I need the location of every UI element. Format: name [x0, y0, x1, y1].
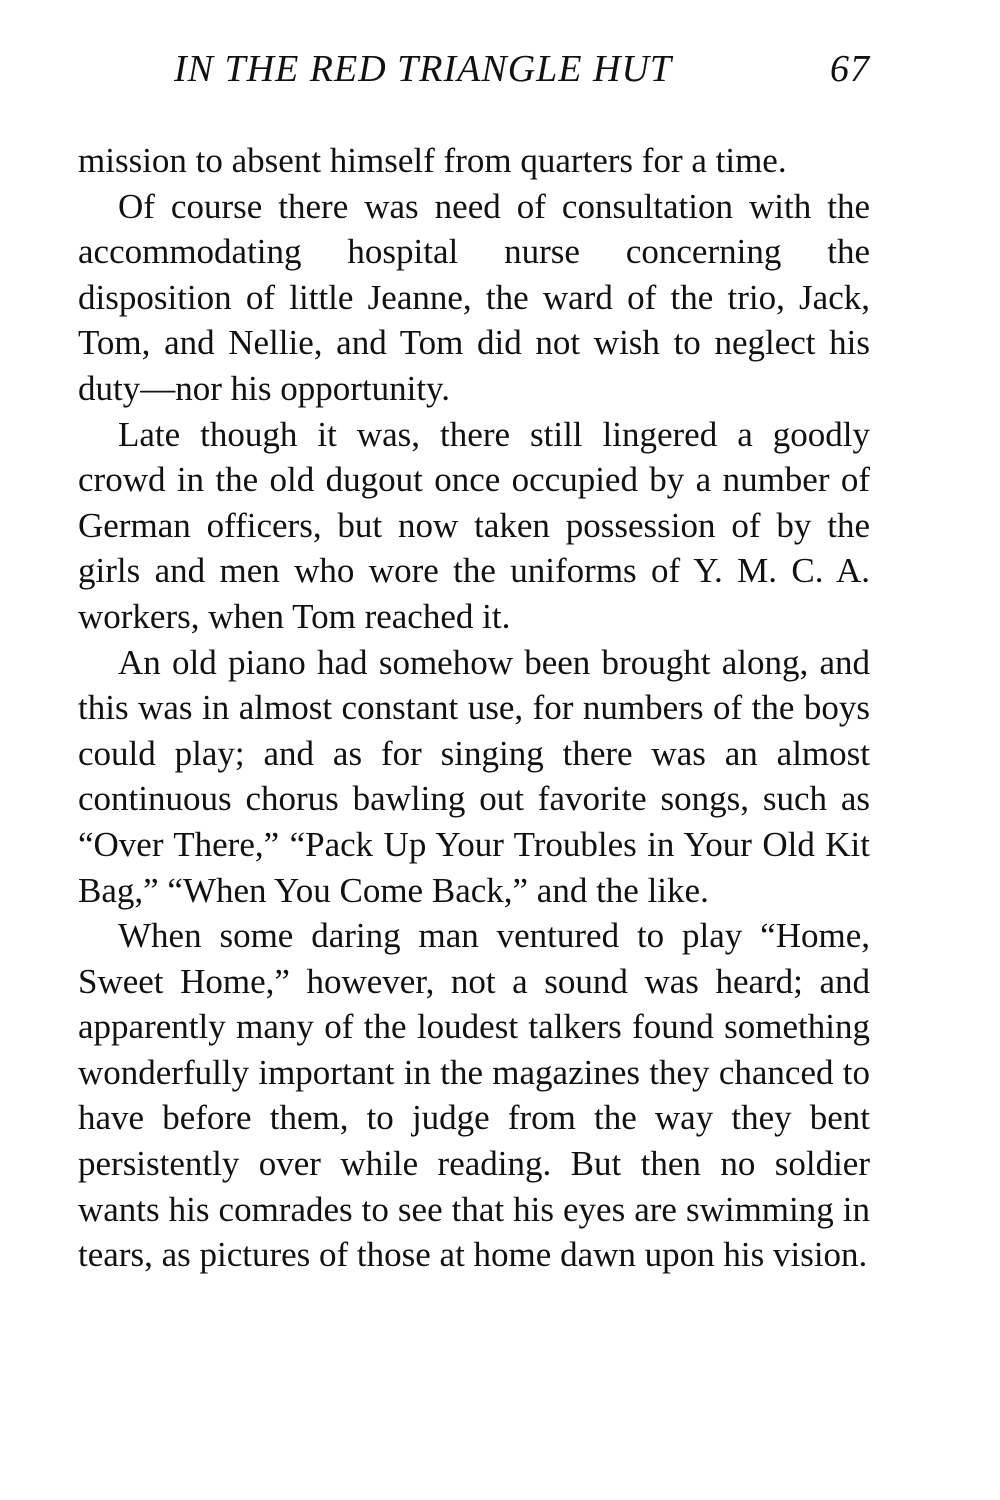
paragraph-continued: mission to absent himself from quarters for a time.: [78, 141, 787, 180]
book-page: [78, 40, 870, 1278]
page-number: 67: [830, 48, 870, 90]
paragraph: Of course there was need of consultation with the accommodating hospital nurse concerning the disposition of little Jeanne, the ward of the trio, Jack, Tom, and Nellie, and Tom did not wish to neglect his duty—nor his opportunity.: [78, 186, 870, 408]
running-title: IN THE RED TRIANGLE HUT: [174, 48, 673, 90]
paragraph: Late though it was, there still lingered a goodly crowd in the old dugout once occupied by a number of German officers, but now taken possession of by the girls and men who wore the uniforms of Y. M. C. A. workers, when Tom reached it.: [78, 414, 870, 636]
paragraph: An old piano had somehow been brought along, and this was in almost constant use, for numbers of the boys could play; and as for singing there was an almost continuous chorus bawling out favorite songs, such as “Over There,” “Pack Up Your Troubles in Your Old Kit Bag,” “When You Come Back,” and the like.: [78, 642, 870, 910]
running-head: [78, 40, 870, 98]
paragraph: When some daring man ventured to play “Home, Sweet Home,” however, not a sound was heard; and apparently many of the loudest talkers found something wonderfully important in the magazines they chanced to have before them, to judge from the way they bent persistently over while reading. But then no soldier wants his comrades to see that his eyes are swimming in tears, as pictures of those at home dawn upon his vision.: [78, 916, 870, 1275]
body-text: [78, 138, 870, 1278]
